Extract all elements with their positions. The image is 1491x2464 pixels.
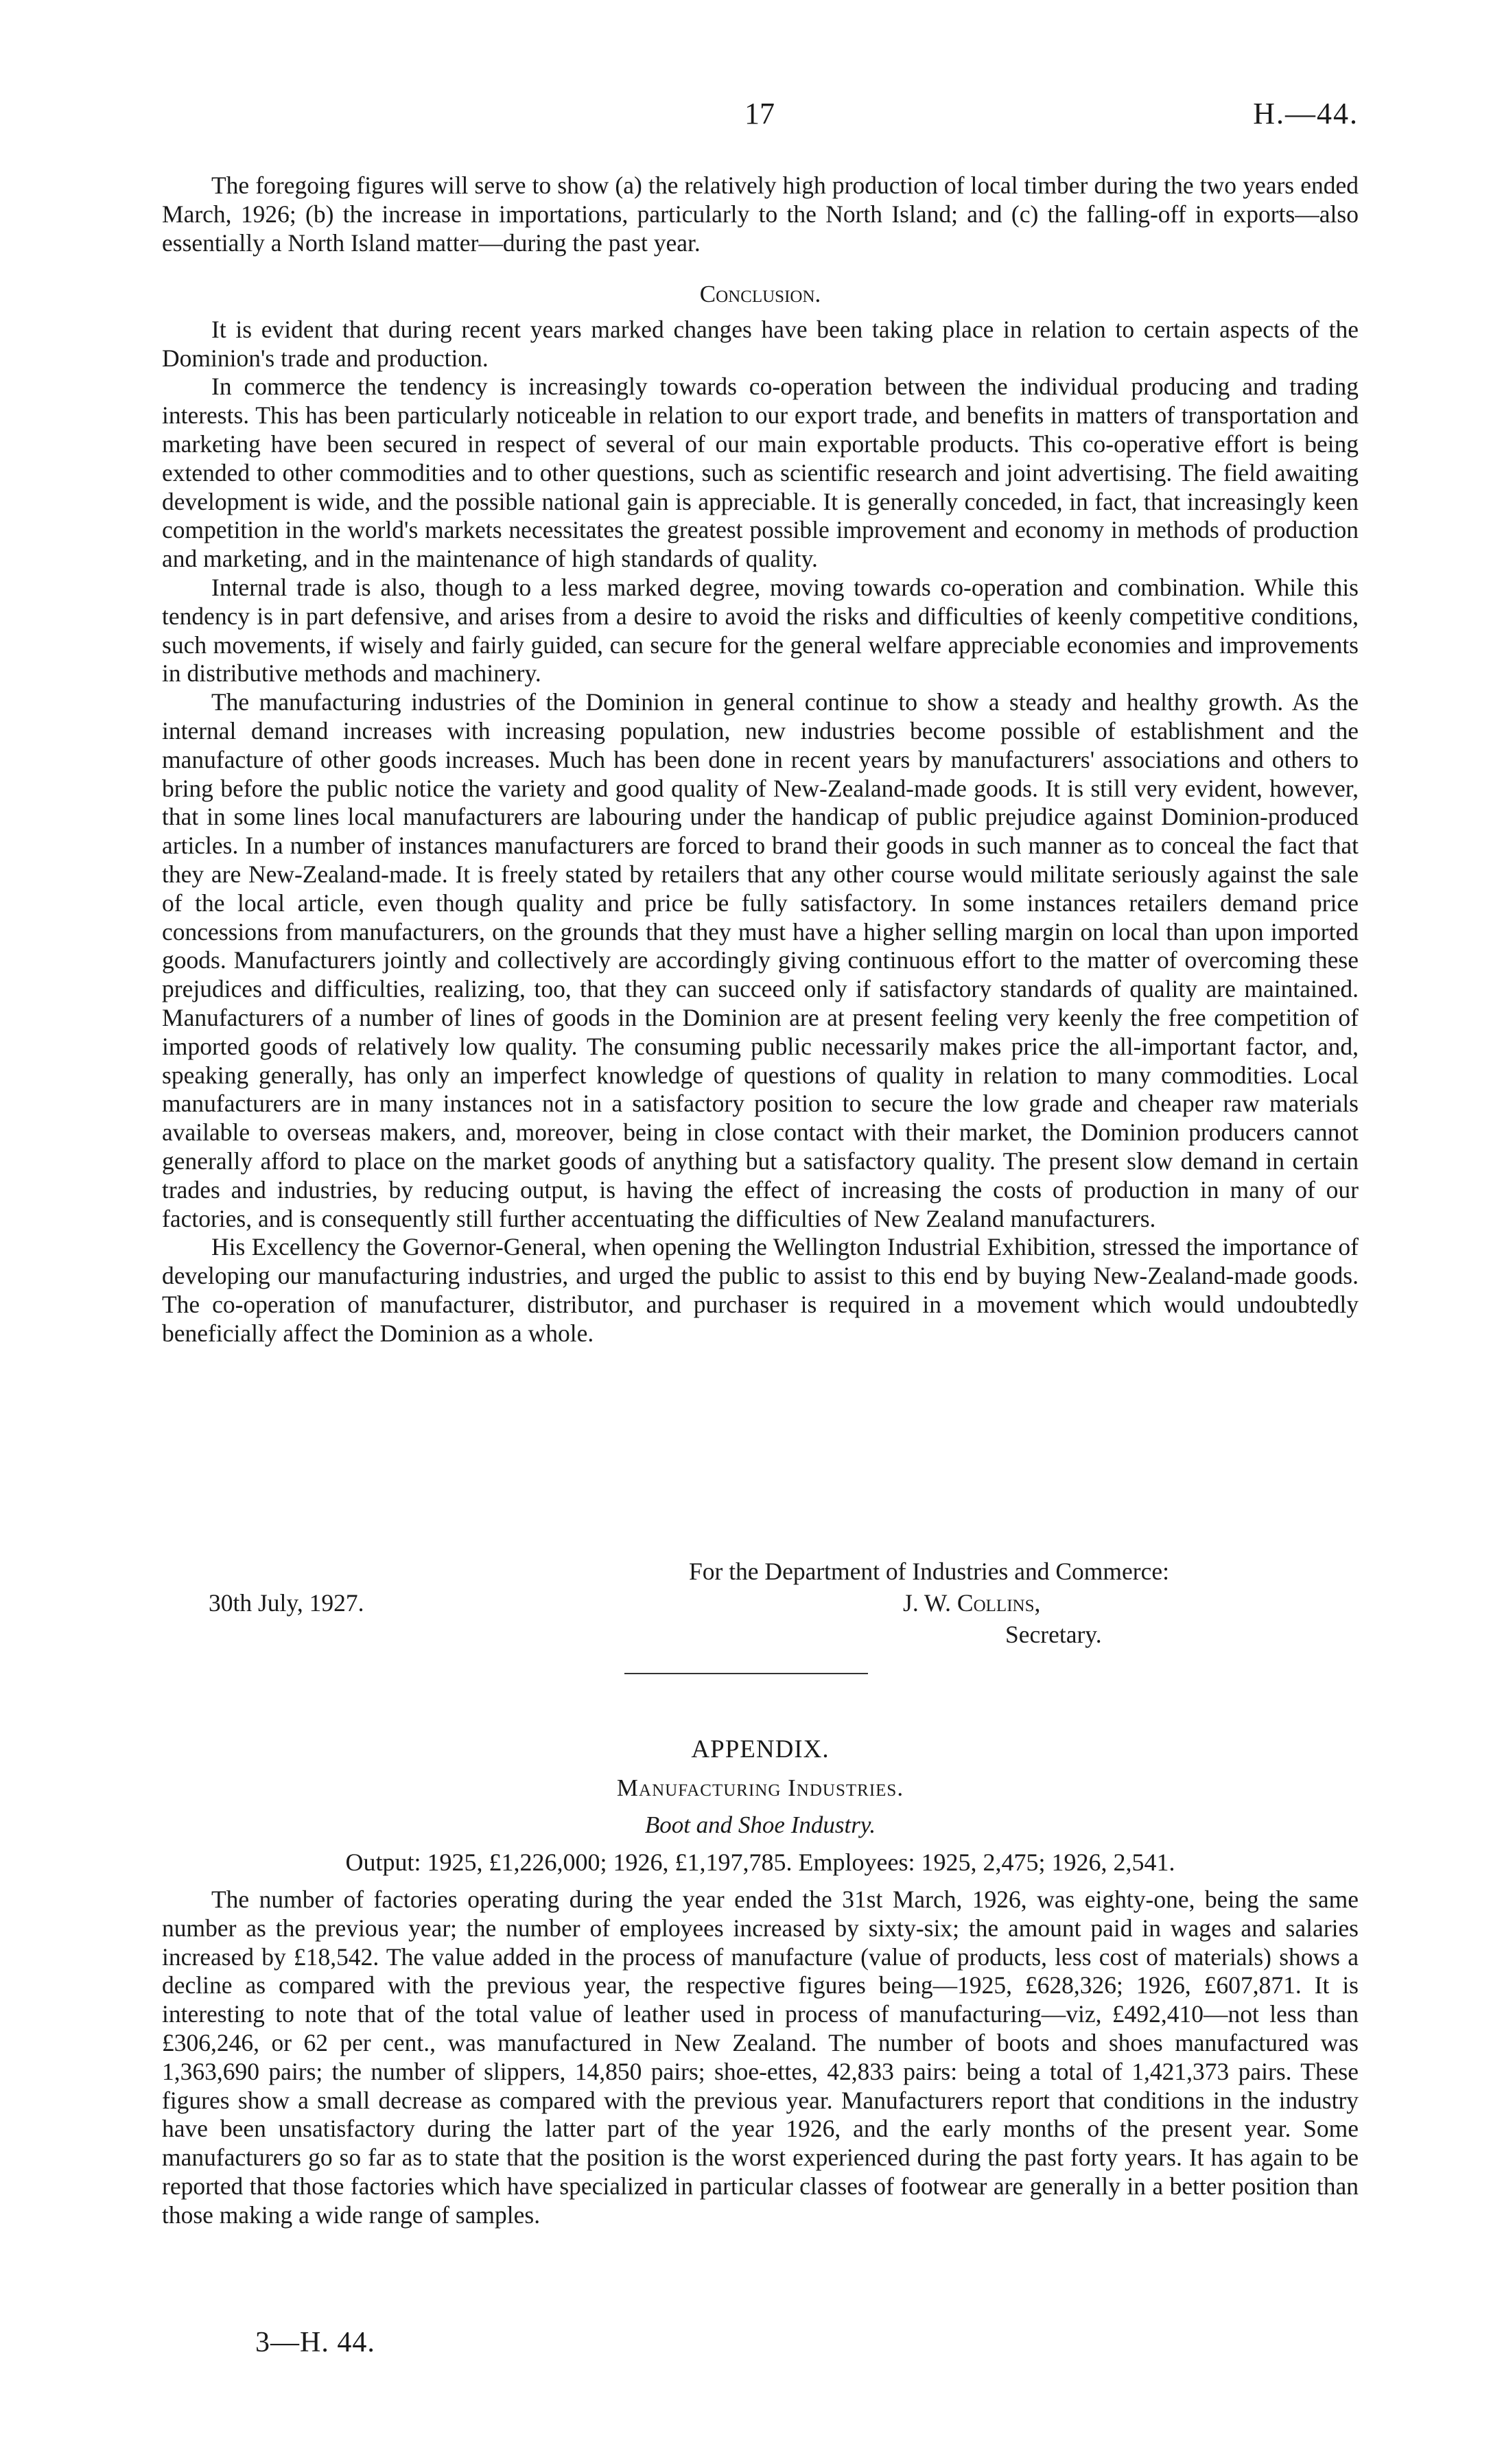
section-divider [624,1673,868,1674]
appendix-title: APPENDIX. [691,1735,830,1763]
appendix-body [162,1886,1359,2230]
conclusion-heading: Conclusion. [699,281,821,307]
conclusion-section [162,280,1359,1348]
page-header [206,96,1359,137]
conclusion-paragraph-2: In commerce the tendency is increasingly towards co-operation between the individual producing and trading interests. This has been particularly noticeable in relation to our export trade, and benefits in matters of transportation and marketing have been secured in respect of several of our main exportable products. This co-operative effort is being extended to other commodities and to other questions, such as scientific research and joint advertising. The field awaiting development is wide, and the possible national gain is appreciable. It is generally conceded, in fact, that increasingly keen competition in the world's markets necessitates the greatest possible improvement and economy in methods of production and marketing, and in the maintenance of high standards of quality. [162,373,1359,573]
conclusion-paragraph-5: His Excellency the Governor-General, when opening the Wellington Industrial Exhibition, stressed the importance of developing our manufacturing industries, and urged the public to assist to this end by buying New-Zealand-made goods. The co-operation of manufacturer, distributor, and purchaser is required in a movement which would undoubtedly beneficially affect the Dominion as a whole. [162,1233,1359,1347]
conclusion-paragraph-1: It is evident that during recent years marked changes have been taking place in relation to certain aspects of the Dominion's trade and production. [162,315,1359,372]
page-number: 17 [744,97,775,130]
conclusion-paragraph-3: Internal trade is also, though to a less marked degree, moving towards co-operation and combination. While this tendency is in part defensive, and arises from a desire to avoid the risks and difficulties of keenly competitive conditions, such movements, if wisely and fairly guided, can secure for the general welfare appreciable economies and improvements in distributive methods and machinery. [162,573,1359,688]
intro-section [162,172,1359,257]
document-reference: H.—44. [1253,97,1359,130]
signature-department: For the Department of Industries and Commerce: [689,1558,1169,1585]
signature-title: Secretary. [1005,1621,1102,1648]
footer-reference: 3—H. 44. [255,2327,375,2358]
signature-name: J. W. Collins, [903,1589,1041,1617]
signature-date: 30th July, 1927. [209,1589,364,1617]
appendix-output-line: Output: 1925, £1,226,000; 1926, £1,197,785. Employees: 1925, 2,475; 1926, 2,541. [345,1849,1175,1876]
intro-paragraph: The foregoing figures will serve to show (a) the relatively high production of local timber during the two years ended March, 1926; (b) the increase in importations, particularly to the North Island; and (c) the falling-off in exports—also essentially a North Island matter—during the past year. [162,172,1359,257]
appendix-paragraph: The number of factories operating during the year ended the 31st March, 1926, was eighty-one, being the same number as the previous year; the number of employees increased by sixty-six; the amount paid in wages and salaries increased by £18,542. The value added in the process of manufacture (value of products, less cost of materials) shows a decline as compared with the previous year, the respective figures being—1925, £628,326; 1926, £607,871. It is interesting to note that of the total value of leather used in process of manufacturing—viz, £492,410—not less than £306,246, or 62 per cent., was manufactured in New Zealand. The number of boots and shoes manufactured was 1,363,690 pairs; the number of slippers, 14,850 pairs; shoe-ettes, 42,833 pairs: being a total of 1,421,373 pairs. These figures show a small decrease as compared with the previous year. Manufacturers report that conditions in the industry have been unsatisfactory during the latter part of the year 1926, and the early months of the present year. Some manufacturers go so far as to state that the position is the worst experienced during the past forty years. It has again to be reported that those factories which have specialized in particular classes of footwear are generally in a better position than those making a wide range of samples. [162,1886,1359,2229]
appendix-subtitle: Manufacturing Industries. [616,1774,904,1801]
conclusion-paragraph-4: The manufacturing industries of the Dominion in general continue to show a steady and healthy growth. As the internal demand increases with increasing population, new industries become possible of establishment and the manufacture of other goods increases. Much has been done in recent years by manufacturers' associations and others to bring before the public notice the variety and good quality of New-Zealand-made goods. It is still very evident, however, that in some lines local manufacturers are labouring under the handicap of public prejudice against Dominion-produced articles. In a number of instances manufacturers are forced to brand their goods in such manner as to conceal the fact that they are New-Zealand-made. It is freely stated by retailers that any other course would militate seriously against the sale of the local article, even though quality and price be fully satisfactory. In some instances retailers demand price concessions from manufacturers, on the grounds that they must have a higher selling margin on local than upon imported goods. Manufacturers jointly and collectively are accordingly giving continuous effort to the matter of overcoming these prejudices and difficulties, realizing, too, that they can succeed only if satisfactory standards of quality are maintained. Manufacturers of a number of lines of goods in the Dominion are at present feeling very keenly the free competition of imported goods of relatively low quality. The consuming public necessarily makes price the all-important factor, and, speaking generally, has only an imperfect knowledge of questions of quality in relation to many commodities. Local manufacturers are in many instances not in a satisfactory position to secure the low grade and cheaper raw materials available to overseas makers, and, moreover, being in close contact with their market, the Dominion producers cannot generally afford to place on the market goods of anything but a satisfactory quality. The present slow demand in certain trades and industries, by reducing output, is having the effect of increasing the costs of production in many of our factories, and is consequently still further accentuating the difficulties of New Zealand manufacturers. [162,688,1359,1232]
appendix-section-title: Boot and Shoe Industry. [644,1811,876,1838]
